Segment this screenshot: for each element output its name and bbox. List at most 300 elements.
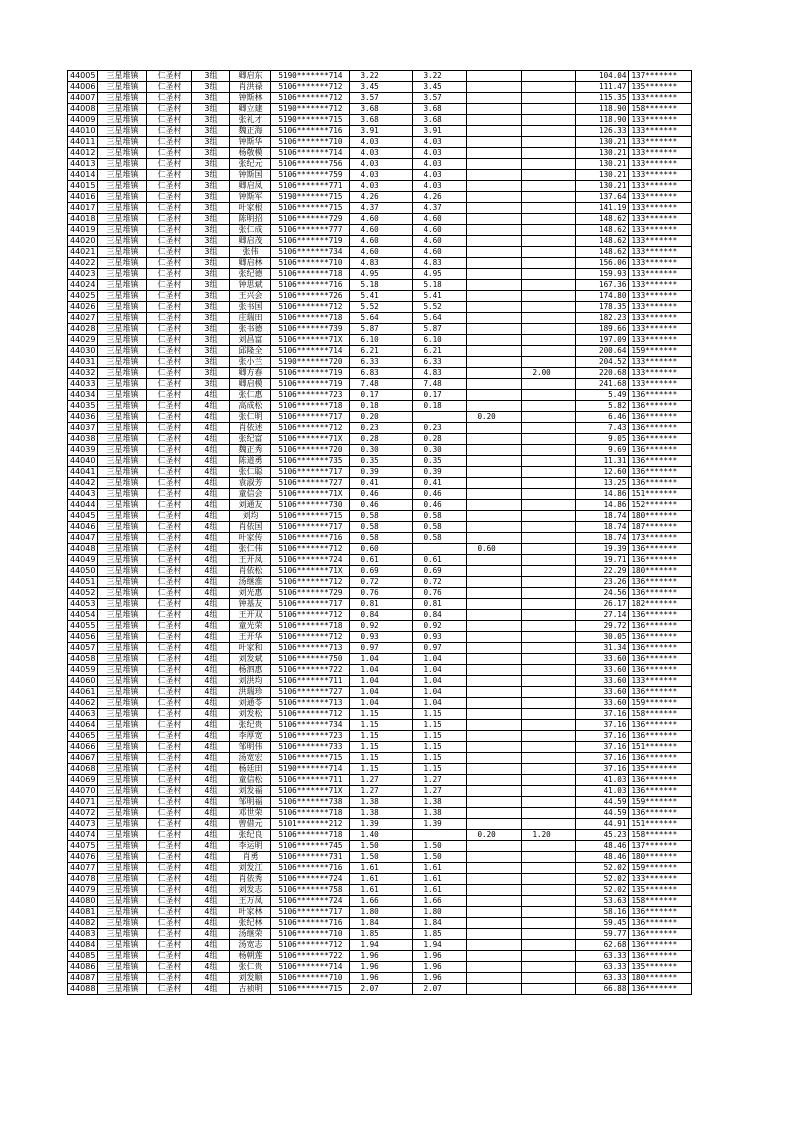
cell-area-col-3: [522, 236, 576, 247]
cell-row-id: 44030: [68, 346, 98, 357]
cell-row-id: 44082: [68, 918, 98, 929]
cell-area-col-1: 0.30: [413, 445, 467, 456]
cell-phone: 133*******: [629, 192, 692, 203]
cell-area-col-2: [467, 445, 522, 456]
cell-group: 4组: [192, 434, 230, 445]
table-row: [68, 148, 692, 159]
cell-area-col-2: [467, 907, 522, 918]
cell-village: 仁圣村: [147, 170, 192, 181]
cell-area-total: 0.97: [350, 643, 413, 654]
cell-id-number: 5106*******719: [271, 236, 350, 247]
cell-id-number: 5106*******733: [271, 742, 350, 753]
cell-area-col-3: [522, 214, 576, 225]
cell-area-total: 0.41: [350, 478, 413, 489]
cell-phone: 136*******: [629, 632, 692, 643]
cell-phone: 136*******: [629, 434, 692, 445]
table-row: [68, 115, 692, 126]
table-row: [68, 896, 692, 907]
cell-area-total: 4.26: [350, 192, 413, 203]
cell-town: 三星堆镇: [98, 852, 147, 863]
cell-name: 刘发顺: [230, 973, 271, 984]
cell-phone: 136*******: [629, 731, 692, 742]
cell-village: 仁圣村: [147, 808, 192, 819]
cell-phone: 136*******: [629, 984, 692, 995]
cell-area-col-3: [522, 709, 576, 720]
cell-area-total: 1.15: [350, 731, 413, 742]
cell-id-number: 5106*******759: [271, 170, 350, 181]
cell-group: 4组: [192, 599, 230, 610]
cell-amount: 59.45: [576, 918, 629, 929]
cell-id-number: 5106*******718: [271, 401, 350, 412]
cell-phone: 133*******: [629, 357, 692, 368]
cell-name: 张礼才: [230, 115, 271, 126]
cell-area-total: 1.61: [350, 863, 413, 874]
table-row: [68, 82, 692, 93]
table-row: [68, 621, 692, 632]
cell-row-id: 44020: [68, 236, 98, 247]
cell-name: 陈明招: [230, 214, 271, 225]
cell-name: 卿启模: [230, 379, 271, 390]
cell-group: 3组: [192, 214, 230, 225]
cell-row-id: 44070: [68, 786, 98, 797]
cell-id-number: 5106*******71X: [271, 434, 350, 445]
cell-town: 三星堆镇: [98, 247, 147, 258]
cell-phone: 159*******: [629, 797, 692, 808]
cell-amount: 104.04: [576, 71, 629, 82]
table-row: [68, 379, 692, 390]
cell-row-id: 44086: [68, 962, 98, 973]
cell-phone: 159*******: [629, 346, 692, 357]
cell-area-col-1: 1.50: [413, 852, 467, 863]
cell-area-total: 3.57: [350, 93, 413, 104]
cell-area-col-1: 4.83: [413, 368, 467, 379]
cell-area-col-3: [522, 918, 576, 929]
cell-phone: 136*******: [629, 610, 692, 621]
cell-name: 刘洪均: [230, 676, 271, 687]
table-row: [68, 533, 692, 544]
cell-row-id: 44010: [68, 126, 98, 137]
cell-village: 仁圣村: [147, 269, 192, 280]
cell-row-id: 44043: [68, 489, 98, 500]
cell-id-number: 5106*******712: [271, 940, 350, 951]
cell-area-col-1: 7.48: [413, 379, 467, 390]
cell-village: 仁圣村: [147, 291, 192, 302]
cell-area-total: 0.28: [350, 434, 413, 445]
cell-area-total: 4.03: [350, 170, 413, 181]
cell-row-id: 44048: [68, 544, 98, 555]
cell-town: 三星堆镇: [98, 115, 147, 126]
cell-id-number: 5106*******777: [271, 225, 350, 236]
cell-group: 3组: [192, 291, 230, 302]
cell-id-number: 5106*******712: [271, 423, 350, 434]
cell-area-col-2: [467, 566, 522, 577]
table-row: [68, 599, 692, 610]
cell-town: 三星堆镇: [98, 159, 147, 170]
cell-area-col-1: 1.61: [413, 885, 467, 896]
cell-id-number: 5190*******715: [271, 192, 350, 203]
cell-area-col-2: [467, 313, 522, 324]
cell-phone: 133*******: [629, 137, 692, 148]
cell-name: 杨廷田: [230, 764, 271, 775]
cell-area-col-3: [522, 445, 576, 456]
cell-area-col-3: [522, 434, 576, 445]
cell-id-number: 5106*******713: [271, 643, 350, 654]
cell-area-col-3: [522, 654, 576, 665]
cell-town: 三星堆镇: [98, 291, 147, 302]
cell-area-col-3: [522, 93, 576, 104]
cell-phone: 158*******: [629, 709, 692, 720]
cell-area-col-3: [522, 390, 576, 401]
table-row: [68, 786, 692, 797]
table-row: [68, 489, 692, 500]
cell-village: 仁圣村: [147, 445, 192, 456]
table-row: [68, 874, 692, 885]
cell-village: 仁圣村: [147, 720, 192, 731]
cell-village: 仁圣村: [147, 610, 192, 621]
cell-amount: 14.86: [576, 500, 629, 511]
cell-row-id: 44040: [68, 456, 98, 467]
cell-phone: 136*******: [629, 907, 692, 918]
cell-phone: 133*******: [629, 170, 692, 181]
cell-id-number: 5106*******771: [271, 181, 350, 192]
cell-area-col-1: 4.60: [413, 214, 467, 225]
cell-row-id: 44005: [68, 71, 98, 82]
cell-name: 卿启凤: [230, 181, 271, 192]
cell-id-number: 5106*******712: [271, 93, 350, 104]
cell-group: 4组: [192, 588, 230, 599]
cell-area-col-2: [467, 874, 522, 885]
cell-town: 三星堆镇: [98, 676, 147, 687]
cell-phone: 136*******: [629, 654, 692, 665]
cell-row-id: 44025: [68, 291, 98, 302]
cell-village: 仁圣村: [147, 412, 192, 423]
cell-area-total: 6.33: [350, 357, 413, 368]
cell-name: 张仁伟: [230, 544, 271, 555]
cell-area-col-3: [522, 665, 576, 676]
cell-area-col-1: 0.72: [413, 577, 467, 588]
cell-amount: 19.71: [576, 555, 629, 566]
cell-area-col-3: [522, 577, 576, 588]
cell-area-col-3: [522, 522, 576, 533]
cell-town: 三星堆镇: [98, 467, 147, 478]
cell-name: 肖洪禄: [230, 82, 271, 93]
table-row: [68, 709, 692, 720]
cell-area-col-3: [522, 896, 576, 907]
cell-village: 仁圣村: [147, 148, 192, 159]
cell-area-total: 1.04: [350, 676, 413, 687]
cell-town: 三星堆镇: [98, 830, 147, 841]
table-row: [68, 313, 692, 324]
cell-area-col-1: 6.21: [413, 346, 467, 357]
cell-town: 三星堆镇: [98, 412, 147, 423]
cell-village: 仁圣村: [147, 929, 192, 940]
cell-amount: 148.62: [576, 214, 629, 225]
cell-group: 4组: [192, 478, 230, 489]
cell-village: 仁圣村: [147, 258, 192, 269]
table-row: [68, 93, 692, 104]
cell-village: 仁圣村: [147, 577, 192, 588]
cell-area-total: 1.04: [350, 687, 413, 698]
cell-village: 仁圣村: [147, 665, 192, 676]
cell-phone: 133*******: [629, 280, 692, 291]
cell-id-number: 5106*******718: [271, 808, 350, 819]
cell-amount: 241.68: [576, 379, 629, 390]
cell-amount: 63.33: [576, 962, 629, 973]
cell-area-col-2: [467, 302, 522, 313]
cell-area-col-1: 3.57: [413, 93, 467, 104]
cell-amount: 159.93: [576, 269, 629, 280]
cell-town: 三星堆镇: [98, 643, 147, 654]
cell-town: 三星堆镇: [98, 896, 147, 907]
cell-name: 王万凤: [230, 896, 271, 907]
cell-phone: 180*******: [629, 852, 692, 863]
cell-area-col-1: 4.95: [413, 269, 467, 280]
cell-row-id: 44084: [68, 940, 98, 951]
cell-village: 仁圣村: [147, 973, 192, 984]
cell-area-col-3: [522, 984, 576, 995]
cell-row-id: 44072: [68, 808, 98, 819]
cell-group: 3组: [192, 225, 230, 236]
table-row: [68, 445, 692, 456]
table-row: [68, 731, 692, 742]
cell-id-number: 5106*******722: [271, 951, 350, 962]
cell-town: 三星堆镇: [98, 357, 147, 368]
cell-town: 三星堆镇: [98, 984, 147, 995]
cell-village: 仁圣村: [147, 489, 192, 500]
cell-area-col-3: [522, 500, 576, 511]
cell-area-total: 1.85: [350, 929, 413, 940]
cell-area-col-1: 3.45: [413, 82, 467, 93]
cell-row-id: 44007: [68, 93, 98, 104]
cell-area-col-3: [522, 478, 576, 489]
table-row: [68, 962, 692, 973]
cell-area-col-1: 1.04: [413, 654, 467, 665]
cell-amount: 44.91: [576, 819, 629, 830]
cell-phone: 133*******: [629, 874, 692, 885]
cell-town: 三星堆镇: [98, 885, 147, 896]
cell-amount: 48.46: [576, 852, 629, 863]
cell-town: 三星堆镇: [98, 280, 147, 291]
cell-area-col-1: 5.64: [413, 313, 467, 324]
cell-area-col-1: 0.17: [413, 390, 467, 401]
cell-name: 卿启林: [230, 258, 271, 269]
cell-area-total: 1.38: [350, 808, 413, 819]
cell-village: 仁圣村: [147, 324, 192, 335]
table-row: [68, 907, 692, 918]
cell-area-col-1: 0.58: [413, 511, 467, 522]
cell-village: 仁圣村: [147, 555, 192, 566]
cell-area-col-2: [467, 643, 522, 654]
cell-name: 刘通友: [230, 500, 271, 511]
cell-id-number: 5106*******712: [271, 610, 350, 621]
cell-group: 4组: [192, 390, 230, 401]
cell-id-number: 5190*******714: [271, 764, 350, 775]
cell-area-col-2: [467, 709, 522, 720]
cell-area-total: 1.15: [350, 742, 413, 753]
cell-amount: 167.36: [576, 280, 629, 291]
cell-group: 3组: [192, 126, 230, 137]
cell-amount: 58.16: [576, 907, 629, 918]
cell-id-number: 5106*******723: [271, 731, 350, 742]
cell-area-col-3: [522, 797, 576, 808]
cell-row-id: 44017: [68, 203, 98, 214]
cell-village: 仁圣村: [147, 511, 192, 522]
cell-amount: 7.43: [576, 423, 629, 434]
cell-area-col-3: [522, 335, 576, 346]
cell-area-col-2: [467, 368, 522, 379]
cell-village: 仁圣村: [147, 566, 192, 577]
cell-amount: 41.03: [576, 786, 629, 797]
cell-amount: 12.60: [576, 467, 629, 478]
cell-amount: 5.49: [576, 390, 629, 401]
cell-phone: 136*******: [629, 775, 692, 786]
cell-area-total: 0.76: [350, 588, 413, 599]
cell-row-id: 44037: [68, 423, 98, 434]
cell-area-col-1: 4.60: [413, 236, 467, 247]
cell-area-col-3: [522, 852, 576, 863]
cell-name: 刘昌富: [230, 335, 271, 346]
cell-phone: 136*******: [629, 445, 692, 456]
cell-area-col-3: [522, 324, 576, 335]
cell-area-col-1: 0.84: [413, 610, 467, 621]
table-row: [68, 698, 692, 709]
cell-id-number: 5190*******714: [271, 71, 350, 82]
cell-area-col-2: [467, 522, 522, 533]
cell-area-col-2: [467, 401, 522, 412]
cell-area-col-1: 0.58: [413, 522, 467, 533]
cell-area-col-2: [467, 137, 522, 148]
cell-village: 仁圣村: [147, 313, 192, 324]
cell-amount: 141.19: [576, 203, 629, 214]
cell-row-id: 44015: [68, 181, 98, 192]
cell-area-total: 1.04: [350, 698, 413, 709]
cell-phone: 136*******: [629, 753, 692, 764]
cell-area-total: 4.03: [350, 181, 413, 192]
cell-town: 三星堆镇: [98, 599, 147, 610]
cell-area-col-3: [522, 159, 576, 170]
cell-amount: 66.88: [576, 984, 629, 995]
cell-area-col-1: 1.61: [413, 863, 467, 874]
cell-area-col-2: [467, 148, 522, 159]
cell-name: 叶家和: [230, 643, 271, 654]
cell-area-col-3: [522, 962, 576, 973]
cell-area-col-1: 4.03: [413, 159, 467, 170]
cell-town: 三星堆镇: [98, 500, 147, 511]
cell-group: 4组: [192, 533, 230, 544]
cell-area-col-1: 4.03: [413, 181, 467, 192]
cell-village: 仁圣村: [147, 335, 192, 346]
cell-area-total: 3.45: [350, 82, 413, 93]
cell-id-number: 5106*******724: [271, 874, 350, 885]
cell-row-id: 44055: [68, 621, 98, 632]
cell-area-col-1: 1.94: [413, 940, 467, 951]
cell-area-total: 0.60: [350, 544, 413, 555]
cell-name: 卿方春: [230, 368, 271, 379]
table-row: [68, 159, 692, 170]
cell-area-col-2: [467, 621, 522, 632]
cell-name: 钟斯军: [230, 192, 271, 203]
cell-phone: 133*******: [629, 291, 692, 302]
cell-name: 钟斯国: [230, 170, 271, 181]
table-row: [68, 632, 692, 643]
cell-village: 仁圣村: [147, 82, 192, 93]
cell-area-col-2: [467, 896, 522, 907]
cell-group: 3组: [192, 269, 230, 280]
cell-name: 肖依松: [230, 566, 271, 577]
cell-group: 4组: [192, 456, 230, 467]
cell-area-col-1: 6.33: [413, 357, 467, 368]
table-row: [68, 544, 692, 555]
cell-area-total: 0.58: [350, 522, 413, 533]
cell-town: 三星堆镇: [98, 874, 147, 885]
cell-area-total: 1.27: [350, 775, 413, 786]
cell-town: 三星堆镇: [98, 808, 147, 819]
cell-area-col-3: [522, 423, 576, 434]
cell-area-col-1: 0.61: [413, 555, 467, 566]
cell-town: 三星堆镇: [98, 918, 147, 929]
table-row: [68, 71, 692, 82]
cell-area-col-1: 4.03: [413, 170, 467, 181]
cell-phone: 187*******: [629, 522, 692, 533]
cell-amount: 44.59: [576, 797, 629, 808]
cell-village: 仁圣村: [147, 71, 192, 82]
cell-phone: 159*******: [629, 863, 692, 874]
cell-area-total: 4.60: [350, 247, 413, 258]
cell-group: 4组: [192, 775, 230, 786]
cell-area-col-3: [522, 566, 576, 577]
table-row: [68, 555, 692, 566]
cell-group: 4组: [192, 929, 230, 940]
cell-area-total: 1.96: [350, 962, 413, 973]
cell-id-number: 5106*******712: [271, 82, 350, 93]
cell-name: 刘均: [230, 511, 271, 522]
cell-group: 4组: [192, 489, 230, 500]
cell-area-total: 5.18: [350, 280, 413, 291]
cell-row-id: 44022: [68, 258, 98, 269]
cell-id-number: 5106*******724: [271, 555, 350, 566]
cell-area-col-2: [467, 478, 522, 489]
cell-area-col-1: 3.91: [413, 126, 467, 137]
cell-group: 4组: [192, 621, 230, 632]
cell-amount: 174.80: [576, 291, 629, 302]
cell-phone: 180*******: [629, 566, 692, 577]
cell-row-id: 44060: [68, 676, 98, 687]
cell-group: 3组: [192, 148, 230, 159]
cell-town: 三星堆镇: [98, 654, 147, 665]
table-row: [68, 247, 692, 258]
cell-group: 3组: [192, 357, 230, 368]
cell-phone: 135*******: [629, 82, 692, 93]
cell-village: 仁圣村: [147, 401, 192, 412]
cell-area-col-2: [467, 269, 522, 280]
cell-area-col-3: [522, 698, 576, 709]
cell-row-id: 44031: [68, 357, 98, 368]
cell-id-number: 5106*******714: [271, 148, 350, 159]
cell-area-col-1: 0.35: [413, 456, 467, 467]
cell-group: 4组: [192, 643, 230, 654]
cell-group: 3组: [192, 137, 230, 148]
cell-area-col-3: [522, 775, 576, 786]
cell-row-id: 44077: [68, 863, 98, 874]
cell-group: 4组: [192, 522, 230, 533]
cell-phone: 137*******: [629, 71, 692, 82]
cell-town: 三星堆镇: [98, 841, 147, 852]
cell-area-col-1: 1.84: [413, 918, 467, 929]
cell-town: 三星堆镇: [98, 170, 147, 181]
cell-area-col-2: [467, 489, 522, 500]
cell-group: 3组: [192, 324, 230, 335]
cell-area-col-3: [522, 82, 576, 93]
